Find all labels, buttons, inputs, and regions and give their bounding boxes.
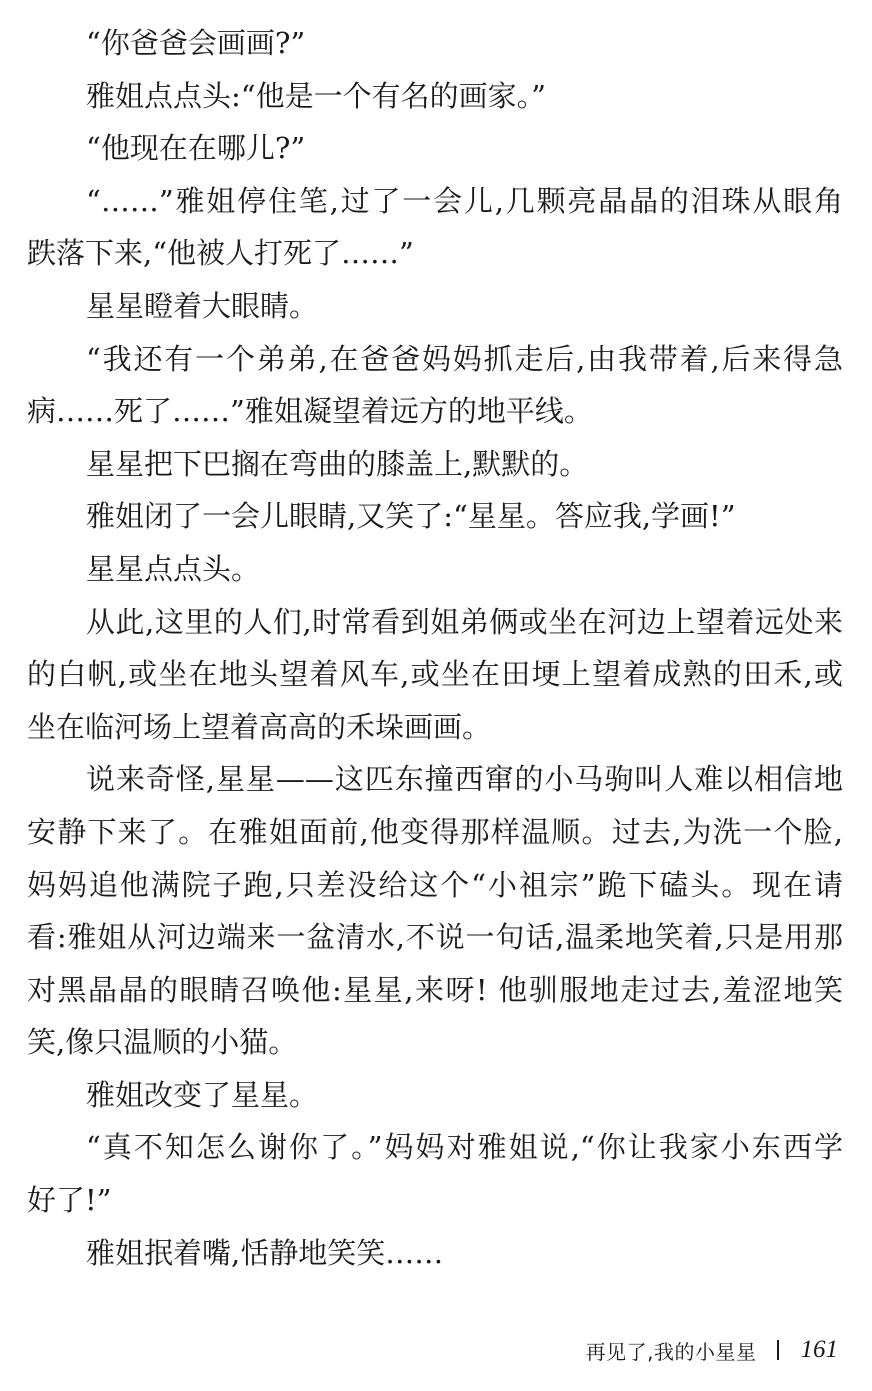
- text-line: 星星点点头。: [86, 551, 261, 586]
- text-line: “他现在在哪儿?”: [86, 131, 306, 166]
- text-line: 从此,这里的人们,时常看到姐弟俩或坐在河边上望着远处来: [86, 604, 843, 639]
- page-footer: [586, 1333, 838, 1367]
- text-line: 的白帆,或坐在地头望着风车,或坐在田埂上望着成熟的田禾,或: [27, 657, 843, 692]
- text-line: 笑,像只温顺的小猫。: [27, 1025, 298, 1060]
- page-body-text: [27, 17, 843, 1279]
- text-line: 好了!”: [27, 1183, 112, 1218]
- text-line: 雅姐改变了星星。: [86, 1077, 319, 1112]
- text-line: 星星瞪着大眼睛。: [86, 288, 319, 323]
- text-line: 雅姐抿着嘴,恬静地笑笑……: [86, 1235, 444, 1270]
- text-line: 看:雅姐从河边端来一盆清水,不说一句话,温柔地笑着,只是用那: [27, 920, 843, 955]
- text-line: 对黑晶晶的眼睛召唤他:星星,来呀! 他驯服地走过去,羞涩地笑: [27, 972, 843, 1007]
- page-number: 161: [800, 1336, 838, 1363]
- text-line: 说来奇怪,星星——这匹东撞西窜的小马驹叫人难以相信地: [86, 762, 843, 797]
- text-line: “……”雅姐停住笔,过了一会儿,几颗亮晶晶的泪珠从眼角: [86, 183, 843, 218]
- text-line: 安静下来了。在雅姐面前,他变得那样温顺。过去,为洗一个脸,: [27, 814, 843, 849]
- text-line: “你爸爸会画画?”: [86, 26, 306, 60]
- text-line: “我还有一个弟弟,在爸爸妈妈抓走后,由我带着,后来得急: [86, 341, 843, 376]
- text-line: 跌落下来,“他被人打死了……”: [27, 236, 414, 271]
- text-line: 病……死了……”雅姐凝望着远方的地平线。: [27, 394, 593, 429]
- text-line: 雅姐闭了一会儿眼睛,又笑了:“星星。答应我,学画!”: [86, 499, 736, 534]
- text-line: “真不知怎么谢你了。”妈妈对雅姐说,“你让我家小东西学: [86, 1130, 843, 1165]
- text-line: 妈妈追他满院子跑,只差没给这个“小祖宗”跪下磕头。现在请: [27, 867, 843, 902]
- footer-divider: [777, 1340, 779, 1360]
- running-title: 再见了,我的小星星: [585, 1339, 757, 1364]
- text-line: 坐在临河场上望着高高的禾垛画画。: [27, 709, 492, 744]
- text-line: 星星把下巴搁在弯曲的膝盖上,默默的。: [86, 446, 589, 481]
- text-line: 雅姐点点头:“他是一个有名的画家。”: [86, 78, 546, 113]
